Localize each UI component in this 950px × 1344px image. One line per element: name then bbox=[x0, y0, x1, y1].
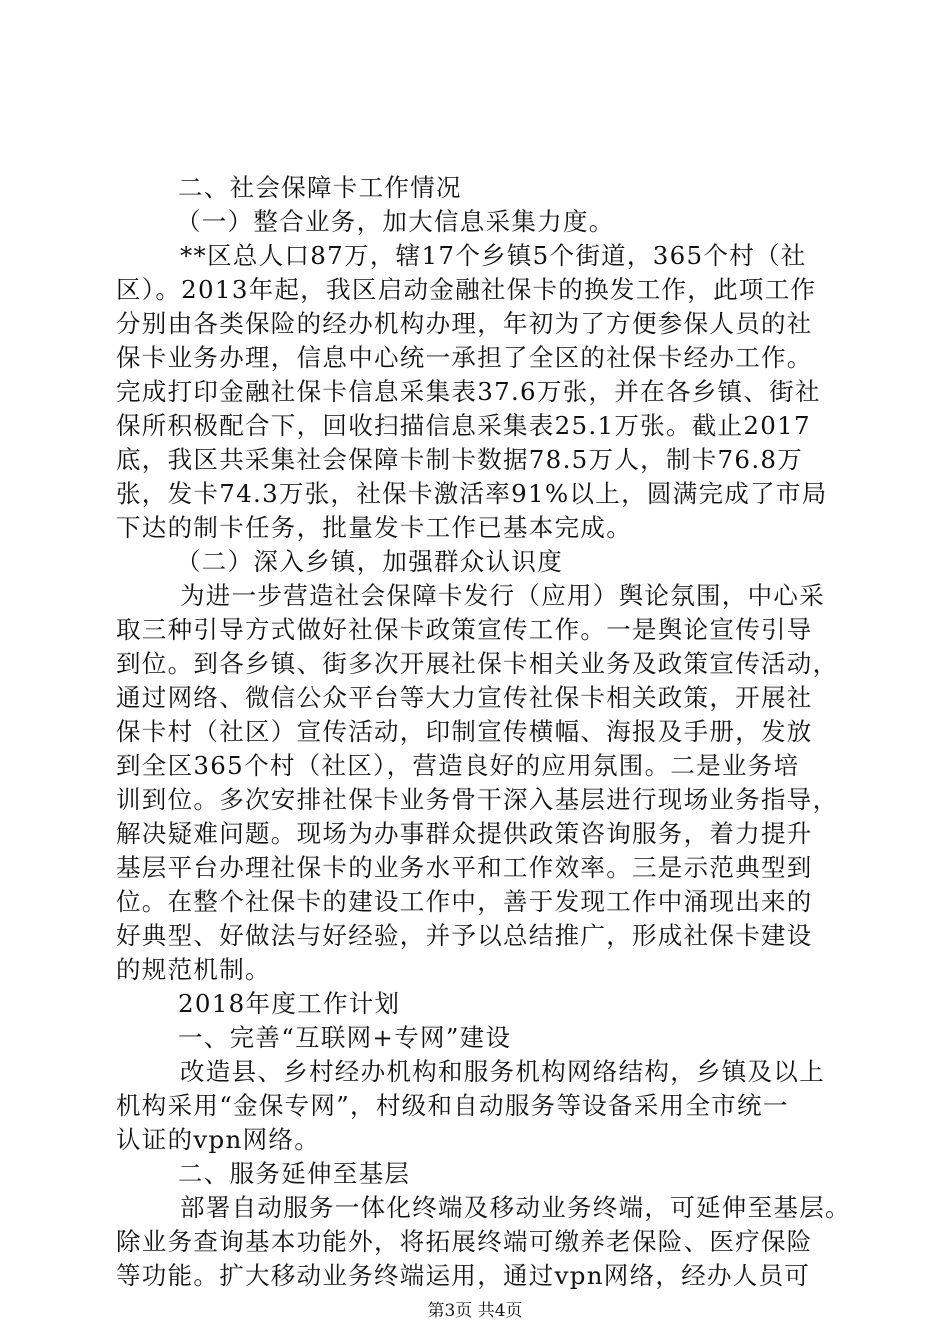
section-heading: 二、服务延伸至基层 bbox=[178, 1159, 411, 1188]
paragraph-line: 取三种引导方式做好社保卡政策宣传工作。一是舆论宣传引导 bbox=[116, 615, 813, 644]
paragraph-line: 为进一步营造社会保障卡发行（应用）舆论氛围，中心采 bbox=[180, 581, 825, 610]
paragraph-line: 下达的制卡任务，批量发卡工作已基本完成。 bbox=[116, 513, 632, 542]
paragraph-line: 基层平台办理社保卡的业务水平和工作效率。三是示范典型到 bbox=[116, 853, 813, 882]
paragraph-line: 分别由各类保险的经办机构办理，年初为了方便参保人员的社 bbox=[116, 309, 813, 338]
paragraph-line: **区总人口87万，辖17个乡镇5个街道，365个村（社 bbox=[180, 241, 807, 270]
section-heading: 一、完善“互联网+专网”建设 bbox=[178, 1023, 512, 1052]
paragraph-line: 底，我区共采集社会保障卡制卡数据78.5万人，制卡76.8万 bbox=[116, 445, 804, 474]
paragraph-line: 训到位。多次安排社保卡业务骨干深入基层进行现场业务指导， bbox=[116, 785, 839, 814]
paragraph-line: 完成打印金融社保卡信息采集表37.6万张，并在各乡镇、街社 bbox=[116, 377, 821, 406]
paragraph-line: 张，发卡74.3万张，社保卡激活率91%以上，圆满完成了市局 bbox=[116, 479, 828, 508]
paragraph-line: 认证的vpn网络。 bbox=[116, 1125, 321, 1154]
paragraph-line: 保所积极配合下，回收扫描信息采集表25.1万张。截止2017 bbox=[116, 411, 811, 440]
paragraph-line: 保卡业务办理，信息中心统一承担了全区的社保卡经办工作。 bbox=[116, 343, 813, 372]
paragraph-line: 到位。到各乡镇、街多次开展社保卡相关业务及政策宣传活动， bbox=[116, 649, 839, 678]
subsection-heading: （二）深入乡镇，加强群众认识度 bbox=[176, 547, 563, 576]
paragraph-line: 改造县、乡村经办机构和服务机构网络结构，乡镇及以上 bbox=[180, 1057, 825, 1086]
page-number-footer: 第3页 共4页 bbox=[427, 1301, 523, 1321]
paragraph-line: 好典型、好做法与好经验，并予以总结推广，形成社保卡建设 bbox=[116, 921, 813, 950]
paragraph-line: 机构采用“金保专网”，村级和自动服务等设备采用全市统一 bbox=[116, 1091, 789, 1120]
paragraph-line: 除业务查询基本功能外，将拓展终端可缴养老保险、医疗保险 bbox=[116, 1227, 813, 1256]
paragraph-line: 解决疑难问题。现场为办事群众提供政策咨询服务，着力提升 bbox=[116, 819, 813, 848]
paragraph-line: 位。在整个社保卡的建设工作中，善于发现工作中涌现出来的 bbox=[116, 887, 813, 916]
paragraph-line: 保卡村（社区）宣传活动，印制宣传横幅、海报及手册，发放 bbox=[116, 717, 813, 746]
paragraph-line: 到全区365个村（社区），营造良好的应用氛围。二是业务培 bbox=[116, 751, 800, 780]
paragraph-line: 的规范机制。 bbox=[116, 955, 271, 984]
subsection-heading: （一）整合业务，加大信息采集力度。 bbox=[176, 207, 615, 236]
plan-heading: 2018年度工作计划 bbox=[178, 989, 401, 1018]
paragraph-line: 部署自动服务一体化终端及移动业务终端，可延伸至基层。 bbox=[180, 1193, 851, 1222]
paragraph-line: 通过网络、微信公众平台等大力宣传社保卡相关政策，开展社 bbox=[116, 683, 813, 712]
section-heading: 二、社会保障卡工作情况 bbox=[178, 173, 462, 202]
paragraph-line: 区）。2013年起，我区启动金融社保卡的换发工作，此项工作 bbox=[116, 275, 817, 304]
paragraph-line: 等功能。扩大移动业务终端运用，通过vpn网络，经办人员可 bbox=[116, 1261, 811, 1290]
